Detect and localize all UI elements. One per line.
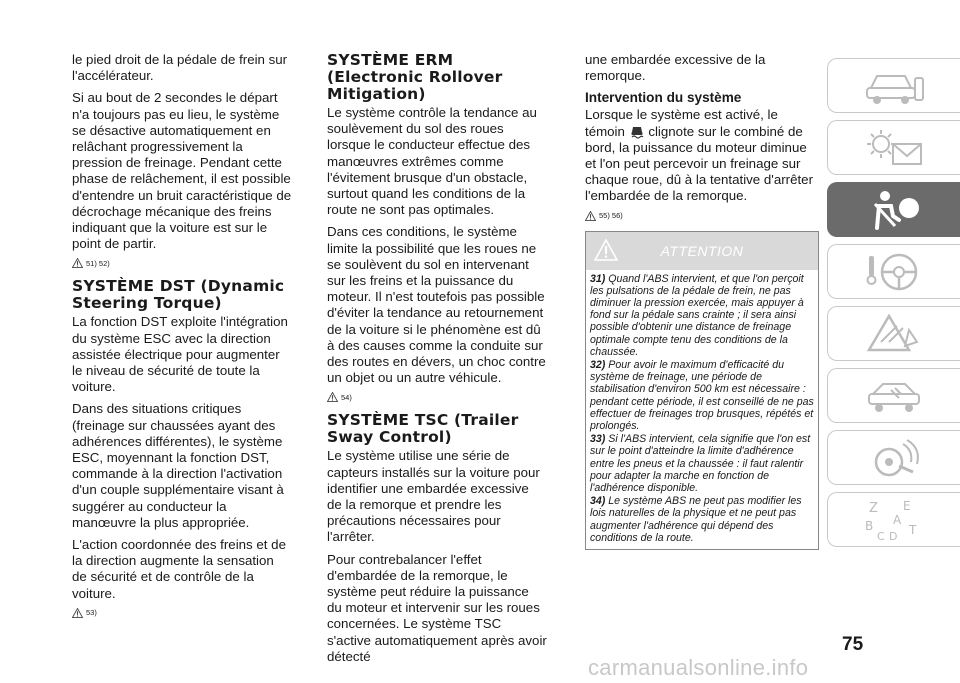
paragraph: Le système utilise une série de capteurs installés sur la voiture pour identifier une embardée excessive de la remorque et prendre les précautions nécessaires pour l'arrêter. bbox=[327, 448, 540, 545]
note bbox=[590, 273, 814, 358]
section-title-erm: SYSTÈME ERM (Electronic Rollover Mitigation) bbox=[327, 51, 503, 103]
watermark: carmanualsonline.info bbox=[588, 655, 809, 680]
section-title-dst: SYSTÈME DST (Dynamic Steering Torque) bbox=[72, 277, 285, 313]
tab-warning-lights[interactable] bbox=[827, 120, 960, 175]
note-number: 34) bbox=[590, 495, 606, 508]
warning-triangle-icon bbox=[72, 608, 83, 618]
multimedia-icon bbox=[859, 436, 929, 480]
index-letter: C bbox=[877, 529, 885, 542]
tab-maintenance[interactable] bbox=[827, 368, 960, 423]
warning-triangle-icon bbox=[594, 239, 618, 261]
car-dashboard-icon bbox=[859, 64, 929, 108]
paragraph-part: clignote sur le combiné de bord, la puissance du moteur diminue et l'on peut percevoir un freinage sur chaque roue, dû à la tentative d'arrêter l'embardée de la remorque. bbox=[585, 123, 813, 204]
paragraph: Si au bout de 2 secondes le départ n'a toujours pas eu lieu, le système se désactive automatiquement en relâchant progressivement la pression de freinage. Pendant cette phase de relâchement, il est possible d'entendre un bruit caractéristique de décrochage mécanique des freins indiquant que la voiture est sur le point de partir. bbox=[72, 90, 292, 252]
warning-triangle-icon bbox=[585, 211, 596, 221]
attention-header bbox=[586, 232, 818, 270]
tab-index[interactable] bbox=[827, 492, 960, 547]
ref-numbers: 54) bbox=[341, 392, 352, 402]
tab-multimedia[interactable] bbox=[827, 430, 960, 485]
paragraph: Dans ces conditions, le système limite la possibilité que les roues ne se soulèvent du sol en intervenant sur les freins et la puissance du moteur. Il n'est toutefois pas possible d'éviter la tendance au retournement de la voiture si le phénomène est dû à des causes comme la conduite sur des routes en dévers, un choc contre un objet ou un autre véhicule. bbox=[327, 224, 546, 386]
note-number: 32) bbox=[590, 359, 606, 372]
note-text: Le système ABS ne peut pas modifier les lois naturelles de la physique et ne peut pas augmenter l'adhérence qui dépend des conditions de la route. bbox=[590, 495, 802, 544]
index-icon bbox=[859, 498, 929, 542]
maintenance-icon bbox=[859, 374, 929, 418]
column-middle bbox=[327, 52, 547, 671]
paragraph: Le système contrôle la tendance au soulèvement du sol des roues lorsque le conducteur effectue des manœuvres extrêmes comme l'évitement brusque d'un obstacle, surtout quand les conditions de la route ne sont pas optimales. bbox=[327, 105, 537, 218]
note bbox=[590, 495, 814, 544]
paragraph-part: Lorsque le système est activé, le témoin bbox=[585, 107, 778, 139]
warning-refs bbox=[585, 211, 821, 221]
note-text: Pour avoir le maximum d'efficacité du système de freinage, une période de stabilisation d'environ 500 km est nécessaire : pendant cette période, il est conseillé de ne pas effectuer de freinages trop brusques, répétés et prolongés. bbox=[590, 359, 814, 433]
ref-numbers: 53) bbox=[86, 608, 97, 618]
ref-numbers: 51) 52) bbox=[86, 258, 110, 268]
attention-label: ATTENTION bbox=[660, 242, 744, 259]
index-letter: Z bbox=[869, 500, 878, 516]
index-letter: B bbox=[865, 518, 874, 533]
tab-emergency[interactable] bbox=[827, 306, 960, 361]
paragraph: L'action coordonnée des freins et de la direction augmente la sensation de sécurité et de contrôle de la voiture. bbox=[72, 537, 286, 601]
tab-safety[interactable] bbox=[827, 182, 960, 237]
note bbox=[590, 433, 814, 494]
paragraph: Dans des situations critiques (freinage sur chaussées ayant des adhérences différentes), le système ESC, moyennant la fonction DST, commande à la direction l'activation d'un couple supplémentaire visant à suggérer au conducteur la manœuvre la plus appropriée. bbox=[72, 401, 284, 530]
subsection-title: Intervention du système bbox=[585, 90, 742, 106]
warning-lights-icon bbox=[859, 126, 929, 170]
note-text: Quand l'ABS intervient, et que l'on perçoit les pulsations de la pédale de frein, ne pas diminuer la pression exercée, mais appuyer à fond sur la pédale sans crainte ; il sera ainsi possible d'obtenir une distance de freinage optimale compte tenu des conditions de la chaussée. bbox=[590, 272, 804, 358]
note bbox=[590, 359, 814, 432]
note-text: Si l'ABS intervient, cela signifie que l'on est sur le point d'atteindre la limite d'adhérence entre les pneus et la chaussée : il faut ralentir pour adapter la marche en fonction de l'adhérence disponible. bbox=[590, 433, 811, 495]
emergency-icon bbox=[859, 312, 929, 356]
paragraph: une embardée excessive de la remorque. bbox=[585, 52, 766, 84]
section-title-tsc: SYSTÈME TSC (Trailer Sway Control) bbox=[327, 411, 519, 447]
column-left bbox=[72, 52, 292, 628]
attention-box bbox=[585, 231, 819, 550]
paragraph: La fonction DST exploite l'intégration du système ESC avec la direction assistée électrique pour augmenter le niveau de sécurité de toute la voiture. bbox=[72, 314, 288, 395]
page-number: 75 bbox=[842, 634, 864, 655]
paragraph bbox=[585, 107, 821, 204]
safety-airbag-icon bbox=[859, 188, 929, 232]
chapter-tabs bbox=[827, 58, 960, 554]
tab-car-dashboard[interactable] bbox=[827, 58, 960, 113]
paragraph: le pied droit de la pédale de frein sur l'accélérateur. bbox=[72, 52, 288, 84]
warning-refs bbox=[72, 258, 292, 268]
column-right bbox=[585, 52, 821, 550]
index-letter: D bbox=[889, 529, 898, 542]
warning-triangle-icon bbox=[72, 258, 83, 268]
attention-notes bbox=[586, 270, 818, 549]
note-number: 33) bbox=[590, 433, 606, 446]
paragraph: Pour contrebalancer l'effet d'embardée de la remorque, le système peut réduire la puissance du moteur et intervenir sur les roues concernées. Le système TSC s'active automatiquement après avoir détecté bbox=[327, 551, 547, 664]
warning-triangle-icon bbox=[327, 392, 338, 402]
tab-starting-driving[interactable] bbox=[827, 244, 960, 299]
warning-refs bbox=[72, 608, 292, 618]
warning-refs bbox=[327, 392, 547, 402]
index-letter: T bbox=[909, 522, 917, 537]
ref-numbers: 55) 56) bbox=[599, 211, 623, 221]
starting-driving-icon bbox=[859, 250, 929, 294]
index-letter: E bbox=[903, 498, 911, 513]
esc-warning-light-icon bbox=[629, 125, 645, 139]
note-number: 31) bbox=[590, 272, 606, 285]
index-letter: A bbox=[893, 512, 902, 527]
